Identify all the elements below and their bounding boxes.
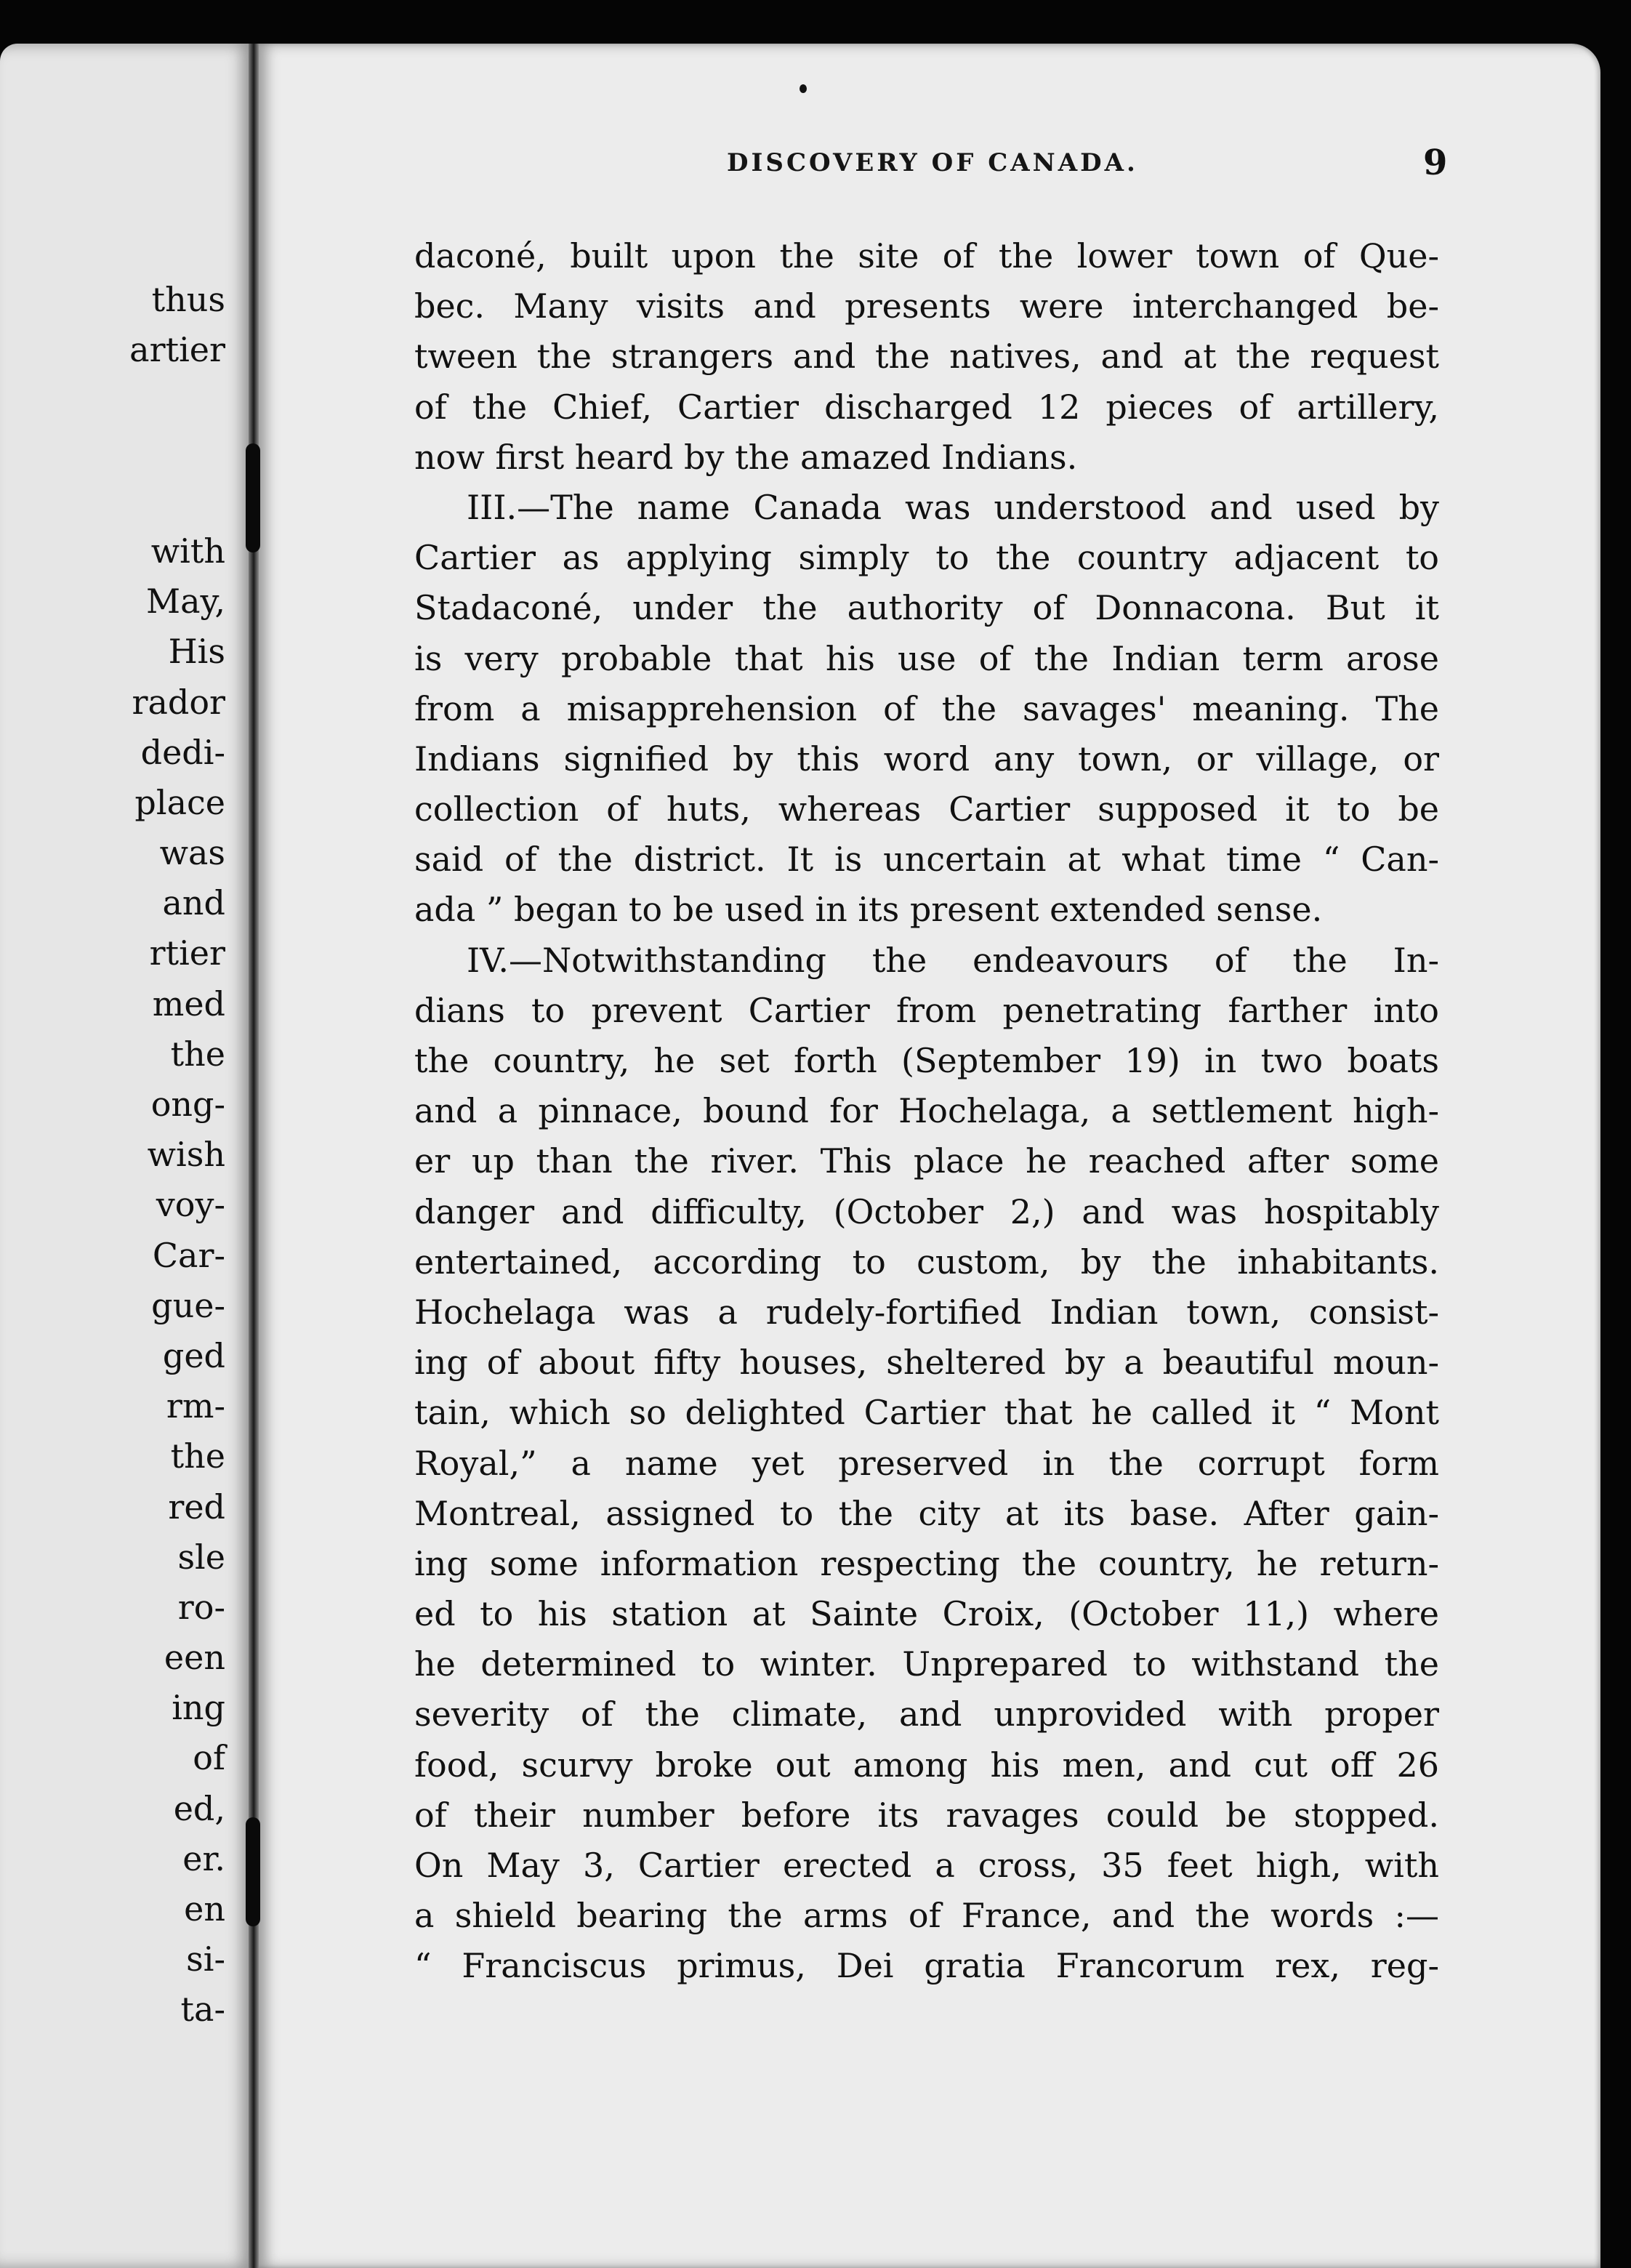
text-line: ada ” began to be used in its present extended sense. xyxy=(414,890,1323,930)
left-fragment: si- xyxy=(186,1939,225,1979)
running-header: DISCOVERY OF CANADA. xyxy=(727,148,1138,177)
text-line: Cartier as applying simply to the country adjacent to xyxy=(414,538,1439,578)
left-fragment: wish xyxy=(147,1135,225,1175)
left-fragment xyxy=(7,375,225,425)
text-line: Hochelaga was a rudely-fortified Indian town, consist- xyxy=(414,1292,1439,1332)
text-line: Montreal, assigned to the city at its base. After gain- xyxy=(414,1493,1439,1533)
text-line: severity of the climate, and unprovided with proper xyxy=(414,1694,1439,1734)
text-line: entertained, according to custom, by the inhabitants. xyxy=(414,1242,1439,1282)
left-fragment: place xyxy=(134,782,225,822)
left-fragment: ta- xyxy=(180,1990,225,2030)
text-line: tween the strangers and the natives, and at the request xyxy=(414,337,1439,377)
left-fragment: was xyxy=(159,833,225,873)
text-line: a shield bearing the arms of France, and the words :— xyxy=(414,1896,1439,1936)
text-line: of the Chief, Cartier discharged 12 pieces of artillery, xyxy=(414,387,1439,427)
left-fragment: rm- xyxy=(166,1386,225,1426)
left-fragment: of xyxy=(193,1738,225,1778)
left-fragment: dedi- xyxy=(140,732,225,772)
left-fragment: May, xyxy=(145,582,225,622)
left-fragment: artier xyxy=(129,330,225,370)
left-fragment: ong- xyxy=(150,1085,225,1124)
left-page-text xyxy=(7,275,225,2035)
left-fragment: red xyxy=(168,1487,225,1527)
text-line: collection of huts, whereas Cartier supposed it to be xyxy=(414,789,1439,829)
binding-stitch xyxy=(246,443,260,552)
text-line: daconé, built upon the site of the lower town of Que- xyxy=(414,236,1439,276)
text-line: of their number before its ravages could be stopped. xyxy=(414,1795,1439,1835)
left-fragment xyxy=(7,426,225,476)
left-fragment: Car- xyxy=(152,1235,225,1275)
left-fragment: rador xyxy=(132,682,225,722)
text-line: Stadaconé, under the authority of Donnacona. But it xyxy=(414,588,1439,628)
text-line: and a pinnace, bound for Hochelaga, a settlement high- xyxy=(414,1091,1439,1131)
text-line: Royal,” a name yet preserved in the corrupt form xyxy=(414,1443,1439,1483)
left-fragment: with xyxy=(150,531,225,571)
binding-stitch xyxy=(246,1817,260,1926)
left-fragment: voy- xyxy=(156,1185,225,1225)
ink-speck xyxy=(800,84,807,93)
text-line: from a misapprehension of the savages' meaning. The xyxy=(414,688,1439,728)
left-fragment: med xyxy=(152,984,225,1024)
text-line: bec. Many visits and presents were interchanged be- xyxy=(414,286,1439,326)
left-fragment: rtier xyxy=(149,933,225,973)
text-line: ed to his station at Sainte Croix, (October 11,) where xyxy=(414,1594,1439,1634)
text-line: food, scurvy broke out among his men, and cut off 26 xyxy=(414,1745,1439,1785)
text-line: now first heard by the amazed Indians. xyxy=(414,437,1078,477)
text-line: On May 3, Cartier erected a cross, 35 feet high, with xyxy=(414,1846,1439,1885)
text-line: III.—The name Canada was understood and used by xyxy=(467,487,1439,527)
text-line: said of the district. It is uncertain at what time “ Can- xyxy=(414,840,1439,880)
left-fragment: gue- xyxy=(151,1285,225,1325)
body-text xyxy=(414,231,1439,1992)
text-line: IV.—Notwithstanding the endeavours of the In- xyxy=(467,940,1439,980)
text-line: he determined to winter. Unprepared to withstand the xyxy=(414,1644,1439,1684)
left-fragment: thus xyxy=(151,280,225,319)
left-fragment: the xyxy=(170,1034,225,1074)
left-fragment: ro- xyxy=(177,1587,225,1627)
left-fragment: ing xyxy=(172,1688,225,1728)
text-line: Indians signified by this word any town, or village, or xyxy=(414,739,1439,779)
left-fragment: and xyxy=(162,883,225,923)
left-fragment: ed, xyxy=(173,1788,225,1828)
left-fragment: en xyxy=(184,1889,225,1929)
text-line: dians to prevent Cartier from penetrating farther into xyxy=(414,990,1439,1030)
left-page xyxy=(0,44,254,2268)
text-line: danger and difficulty, (October 2,) and was hospitably xyxy=(414,1191,1439,1231)
left-fragment: een xyxy=(164,1638,225,1678)
left-fragment: His xyxy=(168,632,225,672)
text-line: ing some information respecting the country, he return- xyxy=(414,1543,1439,1583)
book-gutter xyxy=(249,44,259,2268)
page-number: 9 xyxy=(1423,142,1448,183)
left-fragment: ged xyxy=(162,1335,225,1375)
text-line: is very probable that his use of the Indian term arose xyxy=(414,638,1439,678)
text-line: the country, he set forth (September 19) in two boats xyxy=(414,1041,1439,1080)
text-line: tain, which so delighted Cartier that he called it “ Mont xyxy=(414,1393,1439,1433)
left-fragment: er. xyxy=(182,1838,225,1878)
text-line: ing of about fifty houses, sheltered by a beautiful moun- xyxy=(414,1343,1439,1383)
left-fragment: the xyxy=(170,1436,225,1476)
text-line: er up than the river. This place he reached after some xyxy=(414,1141,1439,1181)
left-fragment xyxy=(7,476,225,526)
text-line: “ Franciscus primus, Dei gratia Francorum rex, reg- xyxy=(414,1946,1439,1986)
left-fragment: sle xyxy=(177,1537,225,1577)
